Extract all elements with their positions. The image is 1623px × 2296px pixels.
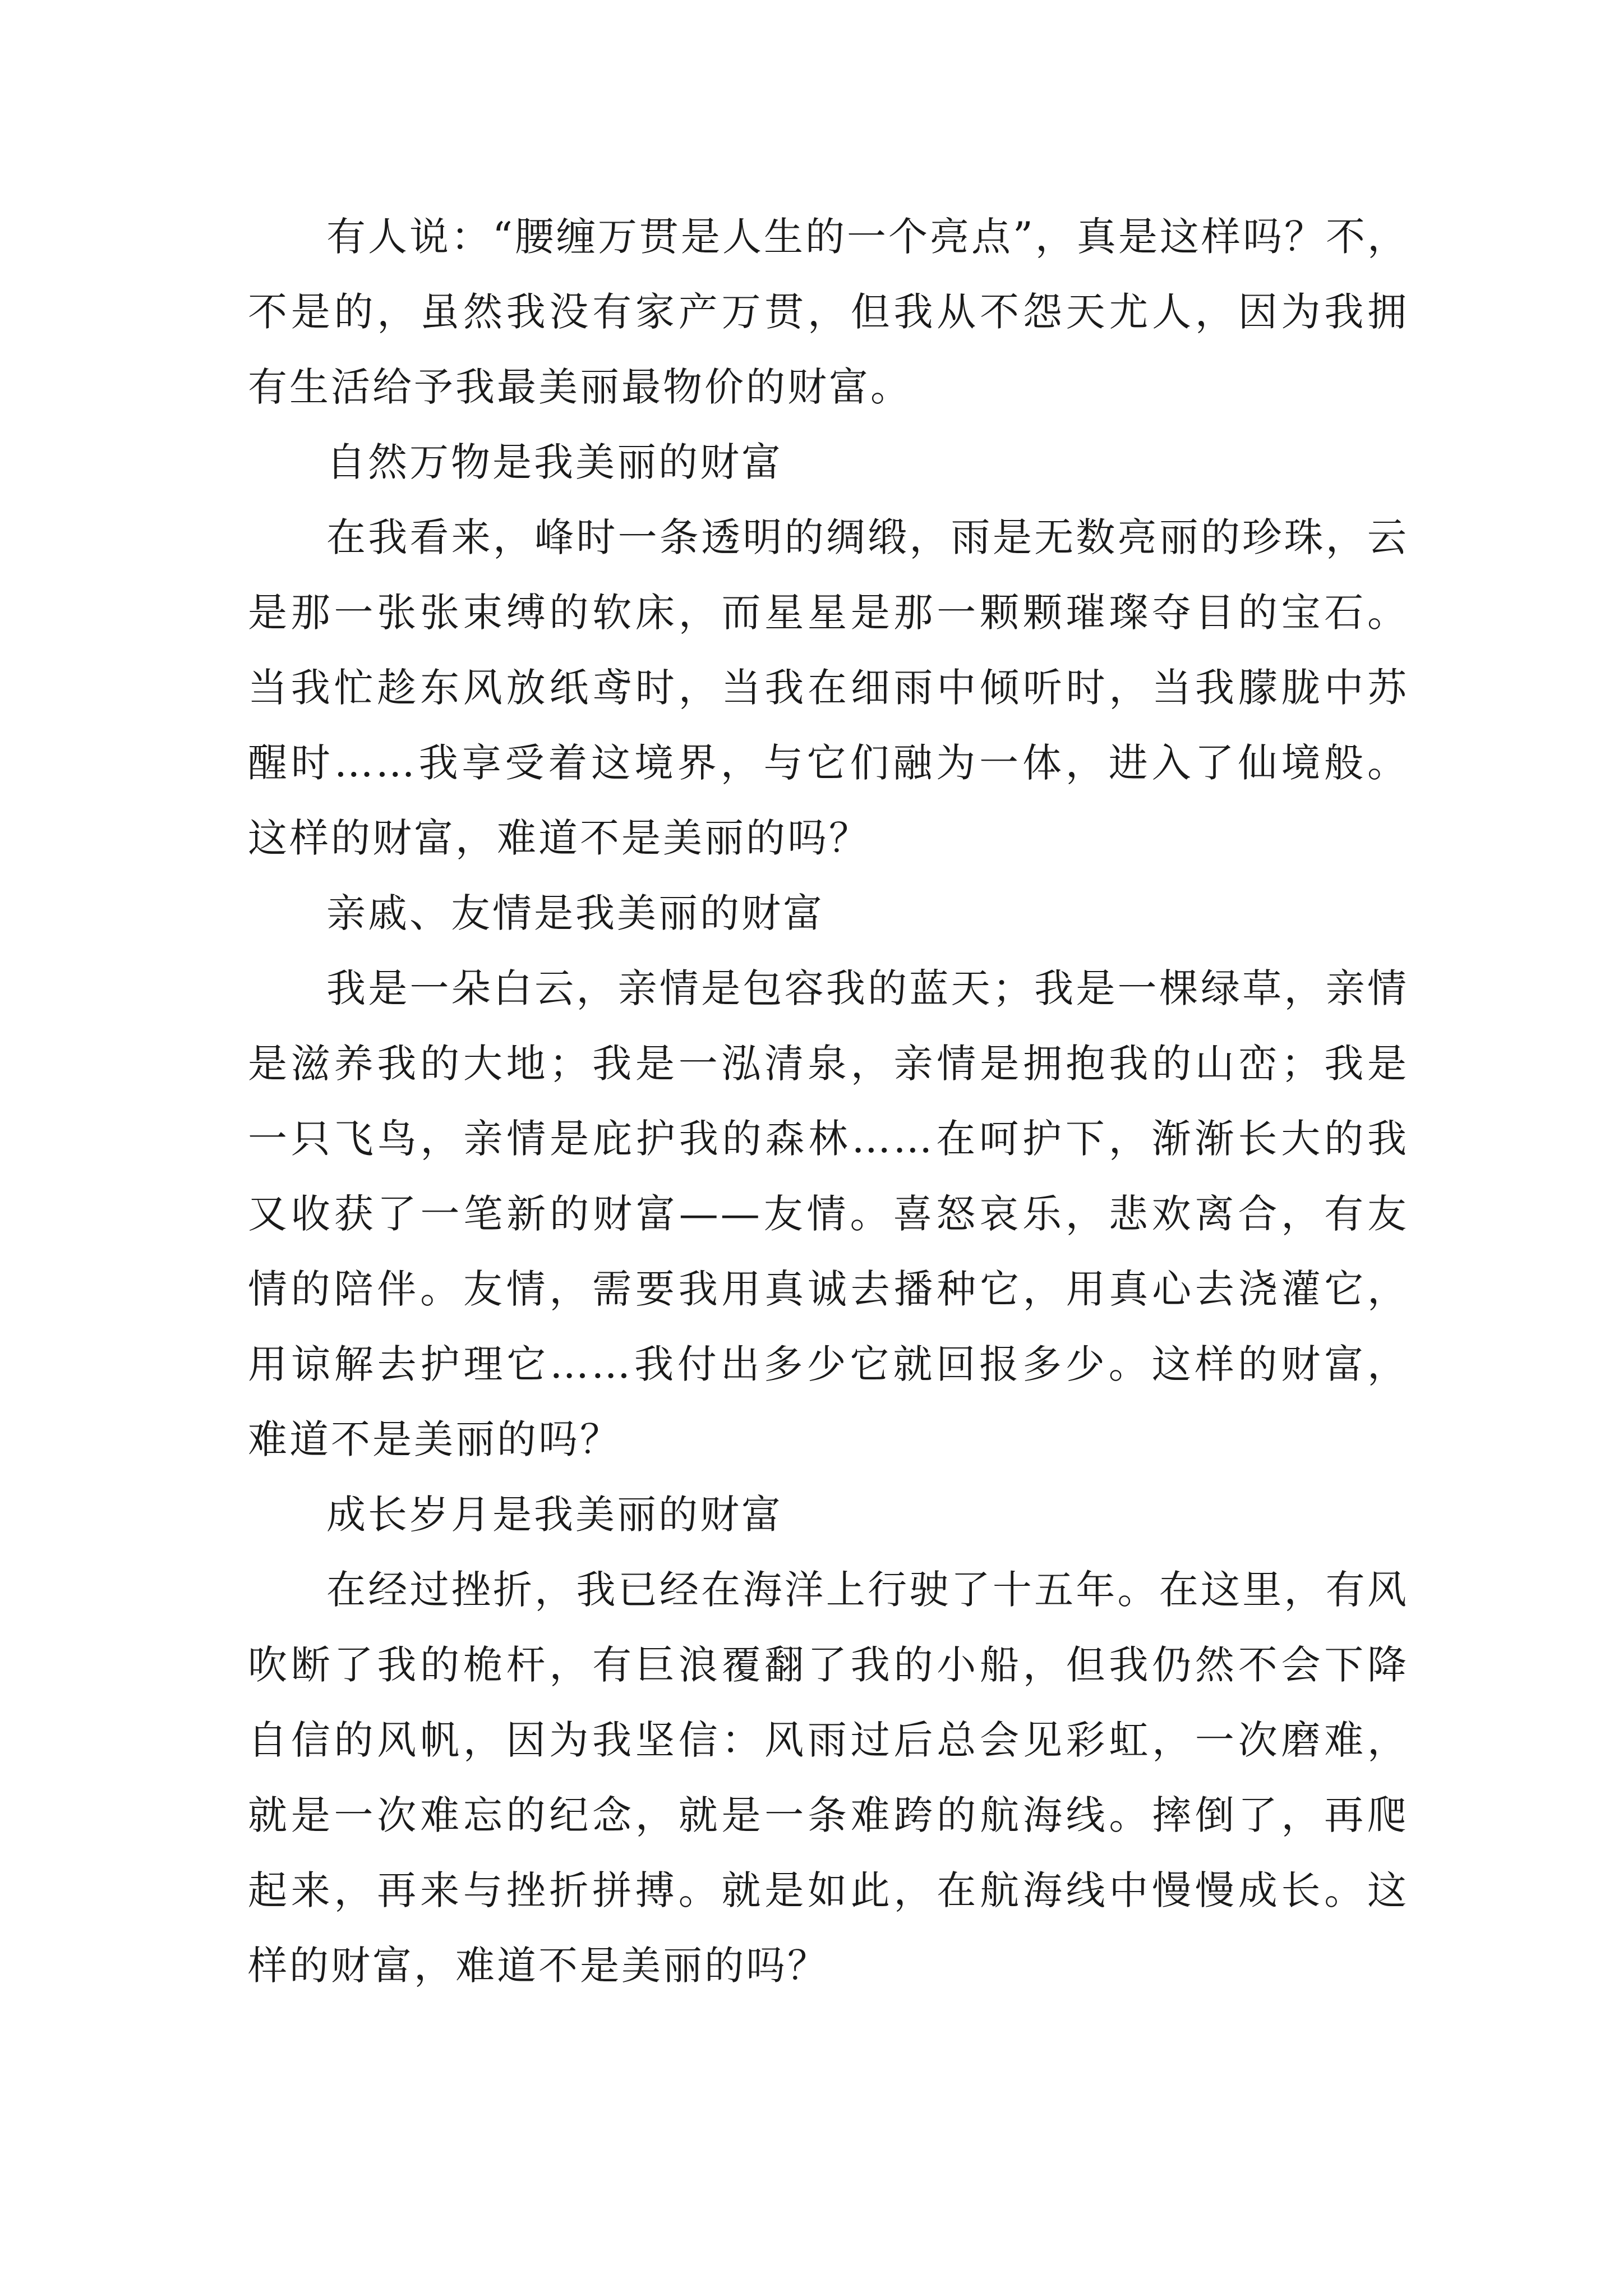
- section-heading-growth: 成长岁月是我美丽的财富: [326, 1492, 783, 1538]
- document-body: [248, 199, 1409, 2003]
- section-heading-family-friendship: 亲戚、友情是我美丽的财富: [326, 890, 824, 936]
- family-friendship-paragraph: 我是一朵白云，亲情是包容我的蓝天；我是一棵绿草，亲情是滋养我的大地；我是一泓清泉，亲情是拥抱我的山峦；我是一只飞鸟，亲情是庇护我的森林……在呵护下，渐渐长大的我又收获了一笔新的财富——友情。喜怒哀乐，悲欢离合，有友情的陪伴。友情，需要我用真诚去播种它，用真心去浇灌它，用谅解去护理它……我付出多少它就回报多少。这样的财富，难道不是美丽的吗？: [248, 965, 1409, 1462]
- nature-paragraph: 在我看来，峰时一条透明的绸缎，雨是无数亮丽的珍珠，云是那一张张束缚的软床，而星星是那一颗颗璀璨夺目的宝石。当我忙趁东风放纸鸢时，当我在细雨中倾听时，当我朦胧中苏醒时……我享受着这境界，与它们融为一体，进入了仙境般。这样的财富，难道不是美丽的吗？: [248, 514, 1409, 861]
- growth-paragraph: 在经过挫折，我已经在海洋上行驶了十五年。在这里，有风吹断了我的桅杆，有巨浪覆翻了我的小船，但我仍然不会下降自信的风帆，因为我坚信：风雨过后总会见彩虹，一次磨难，就是一次难忘的纪念，就是一条难跨的航海线。摔倒了，再爬起来，再来与挫折拼搏。就是如此，在航海线中慢慢成长。这样的财富，难道不是美丽的吗？: [248, 1567, 1409, 1989]
- intro-paragraph: 有人说：“腰缠万贯是人生的一个亮点”，真是这样吗？不，不是的，虽然我没有家产万贯，但我从不怨天尤人，因为我拥有生活给予我最美丽最物价的财富。: [248, 214, 1409, 410]
- section-heading-nature: 自然万物是我美丽的财富: [326, 439, 783, 485]
